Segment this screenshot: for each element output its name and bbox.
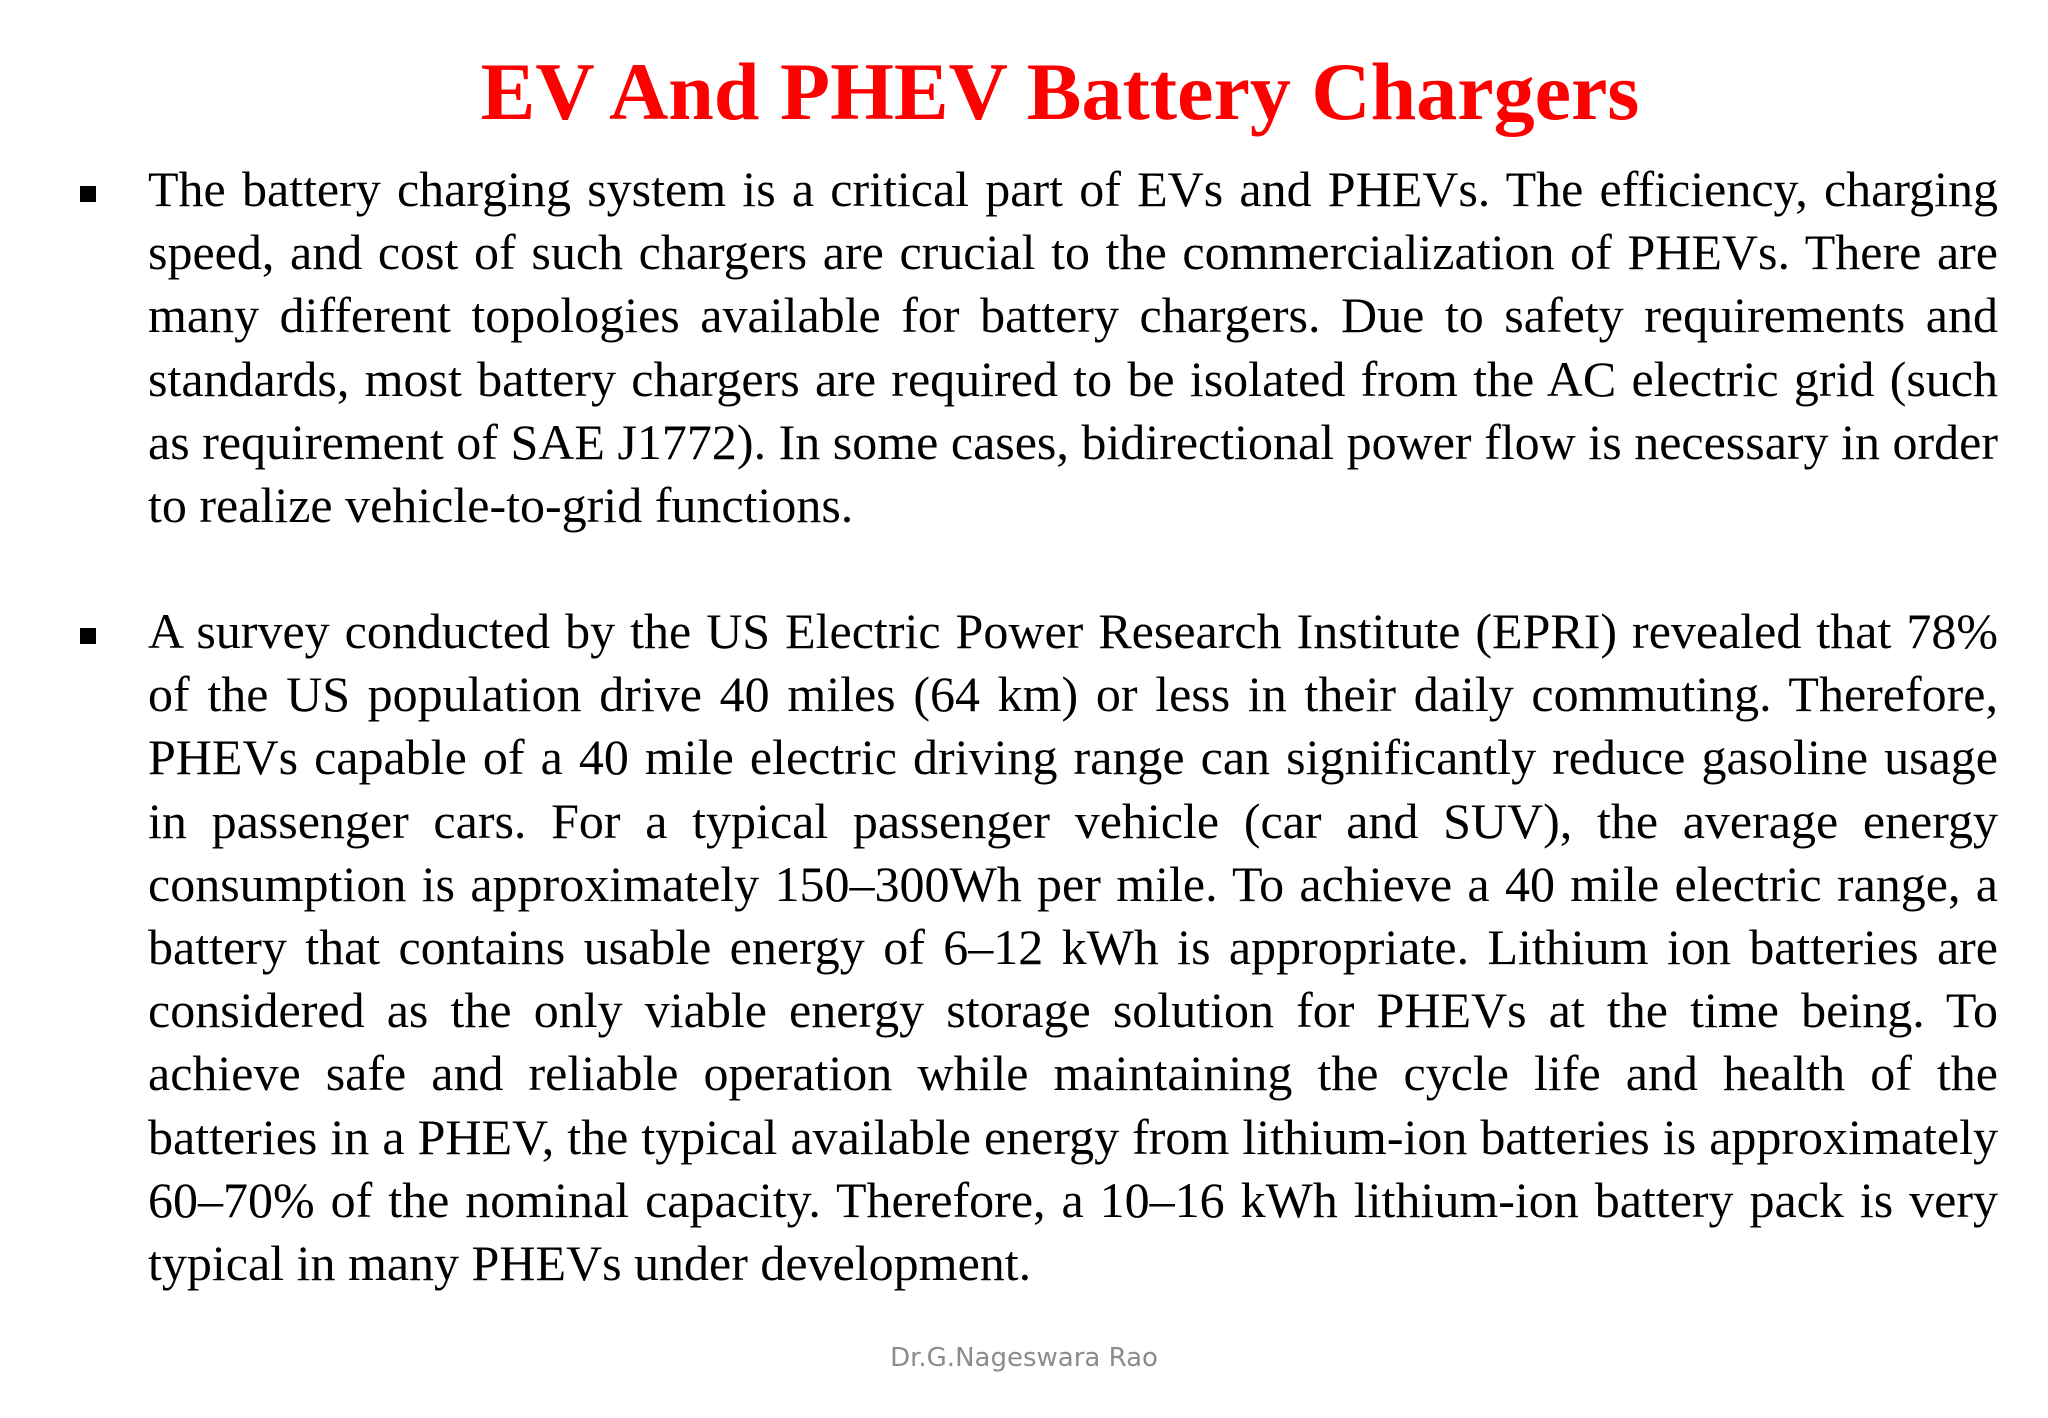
square-bullet-icon <box>80 628 96 644</box>
slide-title: EV And PHEV Battery Chargers <box>480 46 1640 137</box>
bullet-text: A survey conducted by the US Electric Power Research Institute (EPRI) revealed that 78% of the US population drive 40 miles (64 km) or less in their daily commuting. Therefore, PHEVs capable of a 40 mile electric driving range can significantly reduce gasoline usage in passenger cars. For a typical passenger vehicle (car and SUV), the average energy consumption is approximately 150–300Wh per mile. To achieve a 40 mile electric range, a battery that contains usable energy of 6–12 kWh is appropriate. Lithium ion batteries are considered as the only viable energy storage solution for PHEVs at the time being. To achieve safe and reliable operation while maintaining the cycle life and health of the batteries in a PHEV, the typical available energy from lithium-ion batteries is approximately 60–70% of the nominal capacity. Therefore, a 10–16 kWh lithium-ion battery pack is very typical in many PHEVs under development. <box>148 603 1998 1292</box>
square-bullet-icon <box>80 186 96 202</box>
footer-author: Dr.G.Nageswara Rao <box>890 1343 1158 1373</box>
bullet-text: The battery charging system is a critical part of EVs and PHEVs. The efficiency, charging speed, and cost of such chargers are crucial to the commercialization of PHEVs. There are many different topologies available for battery chargers. Due to safety requirements and standards, most battery chargers are required to be isolated from the AC electric grid (such as requirement of SAE J1772). In some cases, bidirectional power flow is necessary in order to realize vehicle-to-grid functions. <box>148 161 1998 534</box>
